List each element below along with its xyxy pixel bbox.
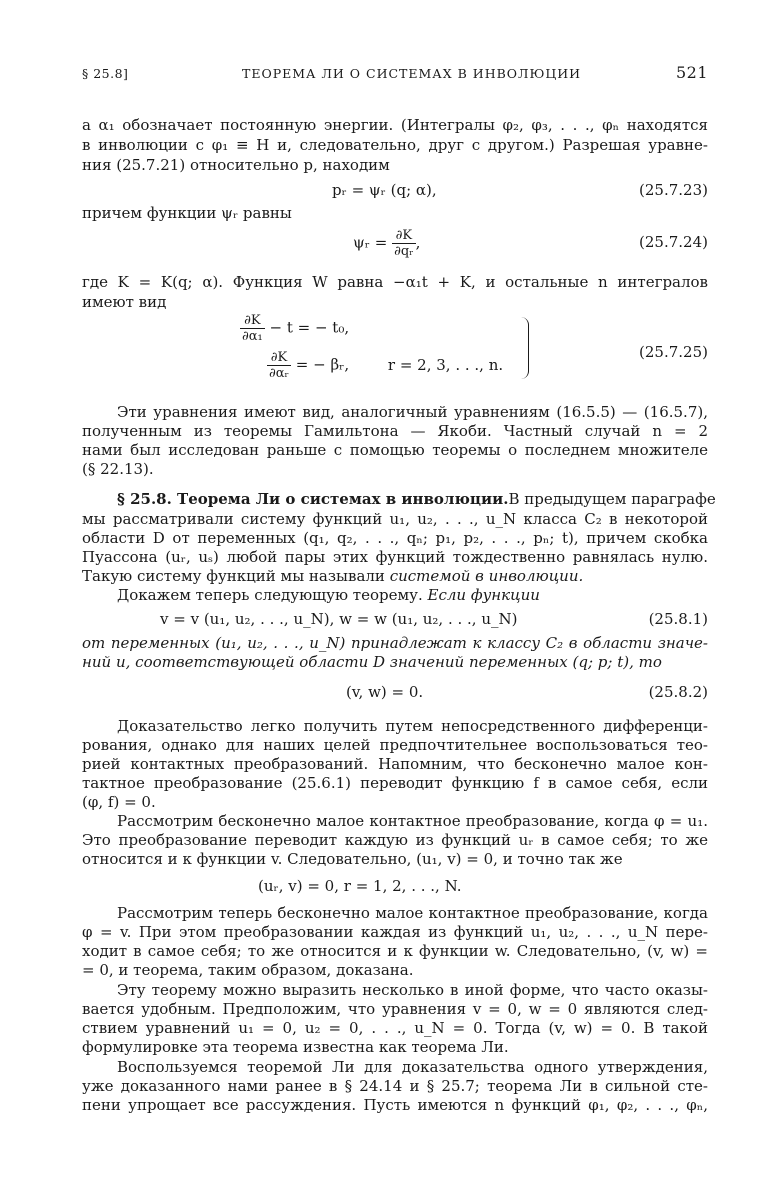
page-number: 521 xyxy=(675,63,708,82)
theorem-start: Если функции xyxy=(427,586,540,604)
eq-condition: r = 2, 3, . . ., n. xyxy=(387,355,504,374)
eq-rest: − t = − t₀, xyxy=(269,318,350,337)
text-fragment: В предыдущем параграфе xyxy=(508,490,716,508)
equation-25-7-23: pᵣ = ψᵣ (q; α), xyxy=(332,181,437,199)
equation-25-7-24 xyxy=(353,228,420,259)
equation-ur-v: (uᵣ, v) = 0, r = 1, 2, . . ., N. xyxy=(258,877,462,895)
text-line: а α₁ обозначает постоянную энергии. (Интегралы φ₂, φ₃, . . ., φₙ находятся xyxy=(82,116,708,134)
equation-number: (25.8.2) xyxy=(648,683,708,701)
text-line: вается удобным. Предположим, что уравнения v = 0, w = 0 являются след- xyxy=(82,1000,708,1018)
header-section: § 25.8] xyxy=(82,66,129,81)
eq-rest: = − βᵣ, xyxy=(295,355,350,374)
equation-25-7-25b xyxy=(267,350,503,381)
numerator: ∂K xyxy=(392,228,416,244)
numerator: ∂K xyxy=(240,313,265,329)
text-line: причем функции ψᵣ равны xyxy=(82,204,292,222)
text-line: Эту теорему можно выразить несколько в иной форме, что часто оказы- xyxy=(117,981,708,999)
text-line: мы рассматривали систему функций u₁, u₂, . . ., u_N класса C₂ в некоторой xyxy=(82,510,708,528)
equation-number: (25.7.25) xyxy=(639,343,708,361)
text-line: в инволюции с φ₁ ≡ H и, следовательно, друг с другом.) Разрешая уравне- xyxy=(82,136,708,154)
text-line: пени упрощает все рассуждения. Пусть имеются n функций φ₁, φ₂, . . ., φₙ, xyxy=(82,1096,708,1114)
text-line: Рассмотрим теперь бесконечно малое контактное преобразование, когда xyxy=(117,904,708,922)
text-line: φ = v. При этом преобразовании каждая из функций u₁, u₂, . . ., u_N пере- xyxy=(82,923,708,941)
eq-end: , xyxy=(415,233,421,252)
text-line: Пуассона (uᵣ, uₛ) любой пары этих функций тождественно равнялась нулю. xyxy=(82,548,708,566)
text-line: = 0, и теорема, таким образом, доказана. xyxy=(82,961,414,979)
text-line: где K = K(q; α). Функция W равна −α₁t + K, и остальные n интегралов xyxy=(82,273,708,291)
numerator: ∂K xyxy=(267,350,291,366)
text-line: ствием уравнений u₁ = 0, u₂ = 0, . . ., u_N = 0. Тогда (v, w) = 0. В такой xyxy=(82,1019,708,1037)
text-line: имеют вид xyxy=(82,293,167,311)
text-line: нами был исследован раньше с помощью теоремы о последнем множителе xyxy=(82,441,708,459)
header-title: ТЕОРЕМА ЛИ О СИСТЕМАХ В ИНВОЛЮЦИИ xyxy=(242,66,582,81)
fraction xyxy=(240,313,265,344)
equation-number: (25.7.24) xyxy=(639,233,708,251)
text-line: ходит в самое себя; то же относится и к функции w. Следовательно, (v, w) = xyxy=(82,942,708,960)
section-heading: § 25.8. Теорема Ли о системах в инволюции. xyxy=(117,490,509,508)
text-line xyxy=(117,585,708,605)
emphasis: системой в инволюции. xyxy=(389,567,584,585)
text-line: (φ, f) = 0. xyxy=(82,793,156,811)
text-line: Доказательство легко получить путем непосредственного дифференци- xyxy=(117,717,708,735)
equation-25-8-1: v = v (u₁, u₂, . . ., u_N), w = w (u₁, u₂, . . ., u_N) xyxy=(160,610,518,628)
text-line: Рассмотрим бесконечно малое контактное преобразование, когда φ = u₁. xyxy=(117,812,708,830)
text-line: уже доказанного нами ранее в § 24.14 и § 25.7; теорема Ли в сильной сте- xyxy=(82,1077,708,1095)
text-line xyxy=(82,566,708,586)
text-line: формулировке эта теорема известна как теорема Ли. xyxy=(82,1038,509,1056)
right-brace xyxy=(518,317,529,379)
text-line: ния (25.7.21) относительно p, находим xyxy=(82,156,390,174)
eq-lhs: ψᵣ = xyxy=(353,233,388,252)
text-line: относится и к функции v. Следовательно, (u₁, v) = 0, и точно так же xyxy=(82,850,623,868)
denominator: ∂qᵣ xyxy=(394,244,414,259)
theorem-text: от переменных (u₁, u₂, . . ., u_N) принадлежат к классу C₂ в области значе- xyxy=(82,634,708,652)
text-fragment: Докажем теперь следующую теорему. xyxy=(117,586,423,604)
denominator: ∂α₁ xyxy=(242,329,263,344)
fraction xyxy=(392,228,416,259)
text-line: Это преобразование переводит каждую из функций uᵣ в самое себя; то же xyxy=(82,831,708,849)
text-line: рования, однако для наших целей предпочтительнее воспользоваться тео- xyxy=(82,736,708,754)
text-line: рией контактных преобразований. Напомним, что бесконечно малое кон- xyxy=(82,755,708,773)
text-line: Эти уравнения имеют вид, аналогичный уравнениям (16.5.5) — (16.5.7), xyxy=(117,403,708,421)
text-line: области D от переменных (q₁, q₂, . . ., qₙ; p₁, p₂, . . ., pₙ; t), причем скобка xyxy=(82,529,708,547)
running-header xyxy=(82,63,708,86)
theorem-text: ний u, соответствующей области D значений переменных (q; p; t), то xyxy=(82,653,662,671)
text-line: полученным из теоремы Гамильтона — Якоби. Частный случай n = 2 xyxy=(82,422,708,440)
text-line xyxy=(82,633,708,653)
denominator: ∂αᵣ xyxy=(269,366,290,381)
equation-number: (25.8.1) xyxy=(648,610,708,628)
text-line: тактное преобразование (25.6.1) переводит функцию f в самое себя, если xyxy=(82,774,708,792)
equation-25-8-2: (v, w) = 0. xyxy=(346,683,424,701)
section-heading-line xyxy=(117,489,716,509)
fraction xyxy=(267,350,291,381)
text-line: (§ 22.13). xyxy=(82,460,154,478)
text-line: Воспользуемся теоремой Ли для доказательства одного утверждения, xyxy=(117,1058,708,1076)
equation-number: (25.7.23) xyxy=(639,181,708,199)
text-fragment: Такую систему функций мы называли xyxy=(82,567,385,585)
equation-25-7-25a xyxy=(240,313,349,344)
text-line xyxy=(82,652,708,672)
